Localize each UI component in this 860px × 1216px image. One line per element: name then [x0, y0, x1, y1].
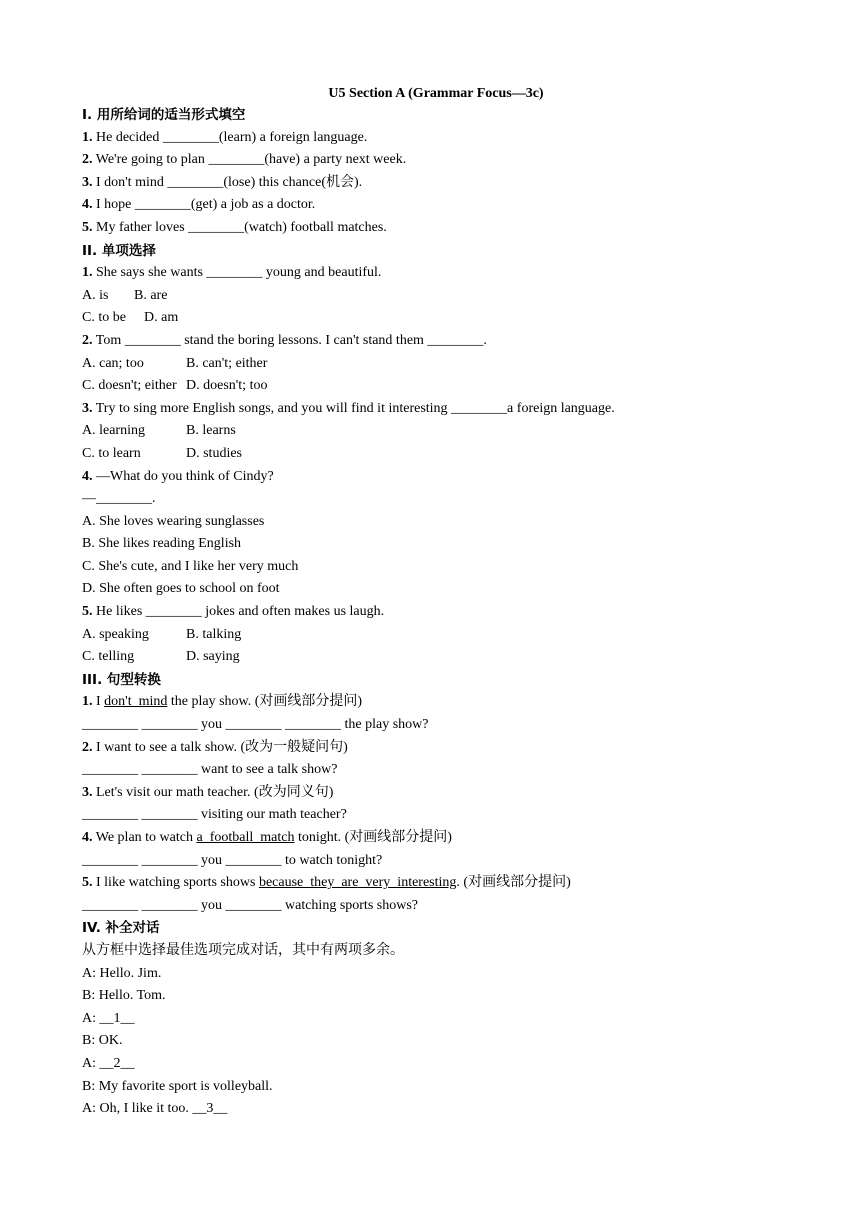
option-c: C. to learn [82, 445, 141, 461]
underlined-part: don't mind [104, 694, 168, 710]
sentence-post: . (对画线部分提问) [456, 875, 571, 891]
item-number: 1. [82, 129, 93, 145]
dialogue-line: A: __1__ [82, 1010, 135, 1026]
s3-q1 [82, 691, 782, 714]
item-number: 3. [82, 784, 93, 800]
option-a: A. learning [82, 423, 145, 439]
question-text: —What do you think of Cindy? [96, 468, 274, 484]
section-3-heading: III. 句型转换 [82, 671, 161, 688]
s1-item-2 [82, 149, 782, 172]
question-text: Try to sing more English songs, and you will find it interesting ________a foreign language. [95, 400, 615, 416]
section-4-instruction: 从方框中选择最佳选项完成对话，其中有两项多余。 [82, 942, 404, 958]
item-number: 1. [82, 265, 93, 281]
s2-q5-options-cd [82, 646, 782, 669]
section-4-heading: IV. 补全对话 [82, 920, 160, 937]
s3-q5 [82, 872, 782, 895]
item-number: 5. [82, 219, 93, 235]
s3-q2 [82, 737, 782, 760]
s2-q2-options-ab [82, 353, 782, 376]
sentence-text: Let's visit our math teacher. (改为同义句) [96, 784, 334, 800]
s2-q3-options-cd [82, 443, 782, 466]
s1-item-1 [82, 127, 782, 150]
s2-q3-options-ab [82, 420, 782, 443]
item-number: 2. [82, 739, 93, 755]
option-d: D. doesn't; too [186, 378, 268, 394]
worksheet [82, 84, 782, 1121]
item-text: We're going to plan ________(have) a party next week. [95, 152, 407, 168]
item-number: 4. [82, 468, 93, 484]
item-number: 1. [82, 694, 93, 710]
sentence-post: tonight. (对画线部分提问) [294, 830, 452, 845]
option-b: B. talking [186, 626, 242, 642]
s2-q5-stem [82, 601, 782, 624]
s2-q1-stem [82, 262, 782, 285]
sentence-pre: We plan to watch [95, 830, 197, 845]
item-number: 2. [82, 152, 93, 168]
option-d: D. studies [186, 445, 242, 461]
option-c: C. telling [82, 649, 135, 665]
sentence-post: the play show. (对画线部分提问) [167, 694, 363, 710]
item-number: 2. [82, 332, 93, 348]
option-a: A. can; too [82, 355, 144, 371]
dialogue-line: A: Oh, I like it too. __3__ [82, 1101, 228, 1117]
s1-item-5 [82, 217, 782, 240]
s2-q4-stem-2: —________. [82, 491, 156, 507]
question-text: She says she wants ________ young and beautiful. [96, 265, 382, 281]
s1-item-4 [82, 194, 782, 217]
s2-q1-options-ab [82, 285, 782, 308]
s3-q4-answer: ________ ________ you ________ to watch tonight? [82, 852, 383, 868]
item-number: 3. [82, 174, 93, 190]
item-text: I hope ________(get) a job as a doctor. [96, 197, 316, 213]
item-number: 5. [82, 875, 93, 891]
dialogue-line: A: Hello. Jim. [82, 965, 162, 981]
underlined-part: because they are very interesting [258, 875, 457, 891]
item-text: I don't mind ________(lose) this chance(机会). [96, 174, 363, 190]
item-number: 5. [82, 604, 93, 620]
option-a: A. is [82, 287, 109, 303]
dialogue-line: A: __2__ [82, 1055, 135, 1071]
s2-q4-stem [82, 466, 782, 489]
s1-item-3 [82, 172, 782, 195]
option-d: D. saying [186, 649, 240, 665]
item-number: 4. [82, 197, 93, 213]
section-2-heading: II. 单项选择 [82, 242, 156, 259]
item-text: My father loves ________(watch) football matches. [96, 219, 387, 235]
option-b: B. can't; either [186, 355, 268, 371]
dialogue-line: B: OK. [82, 1033, 123, 1049]
option-a: A. speaking [82, 626, 149, 642]
s3-q5-answer: ________ ________ you ________ watching sports shows? [82, 897, 418, 913]
s2-q2-stem [82, 330, 782, 353]
sentence-text: I want to see a talk show. (改为一般疑问句) [96, 739, 348, 755]
option-c: C. to be [82, 310, 126, 326]
item-number: 4. [82, 830, 93, 845]
question-text: He likes ________ jokes and often makes us laugh. [96, 604, 385, 620]
s3-q2-answer: ________ ________ want to see a talk show? [82, 762, 338, 778]
sentence-pre: I [96, 694, 105, 710]
item-text: He decided ________(learn) a foreign language. [96, 129, 368, 145]
s2-q2-options-cd [82, 375, 782, 398]
s3-q3 [82, 782, 782, 805]
underlined-part: a football match [196, 830, 295, 845]
option-b: B. She likes reading English [82, 536, 242, 552]
s2-q3-stem [82, 398, 782, 421]
option-c: C. She's cute, and I like her very much [82, 558, 299, 574]
s3-q1-answer: ________ ________ you ________ ________ the play show? [82, 717, 429, 733]
worksheet-title: U5 Section A (Grammar Focus—3c) [328, 86, 544, 101]
sentence-pre: I like watching sports shows [96, 875, 259, 891]
option-d: D. am [144, 310, 179, 326]
section-1-heading: I. 用所给词的适当形式填空 [82, 107, 246, 123]
s2-q1-options-cd [82, 307, 782, 330]
option-b: B. learns [186, 423, 236, 439]
dialogue-line: B: Hello. Tom. [82, 988, 166, 1004]
option-a: A. She loves wearing sunglasses [82, 513, 265, 529]
s3-q4 [82, 827, 782, 850]
item-number: 3. [82, 400, 93, 416]
option-c: C. doesn't; either [82, 378, 177, 394]
option-d: D. She often goes to school on foot [82, 581, 280, 597]
s2-q5-options-ab [82, 624, 782, 647]
s3-q3-answer: ________ ________ visiting our math teacher? [82, 807, 347, 823]
option-b: B. are [134, 287, 168, 303]
dialogue-line: B: My favorite sport is volleyball. [82, 1078, 273, 1094]
question-text: Tom ________ stand the boring lessons. I can't stand them ________. [95, 332, 487, 348]
